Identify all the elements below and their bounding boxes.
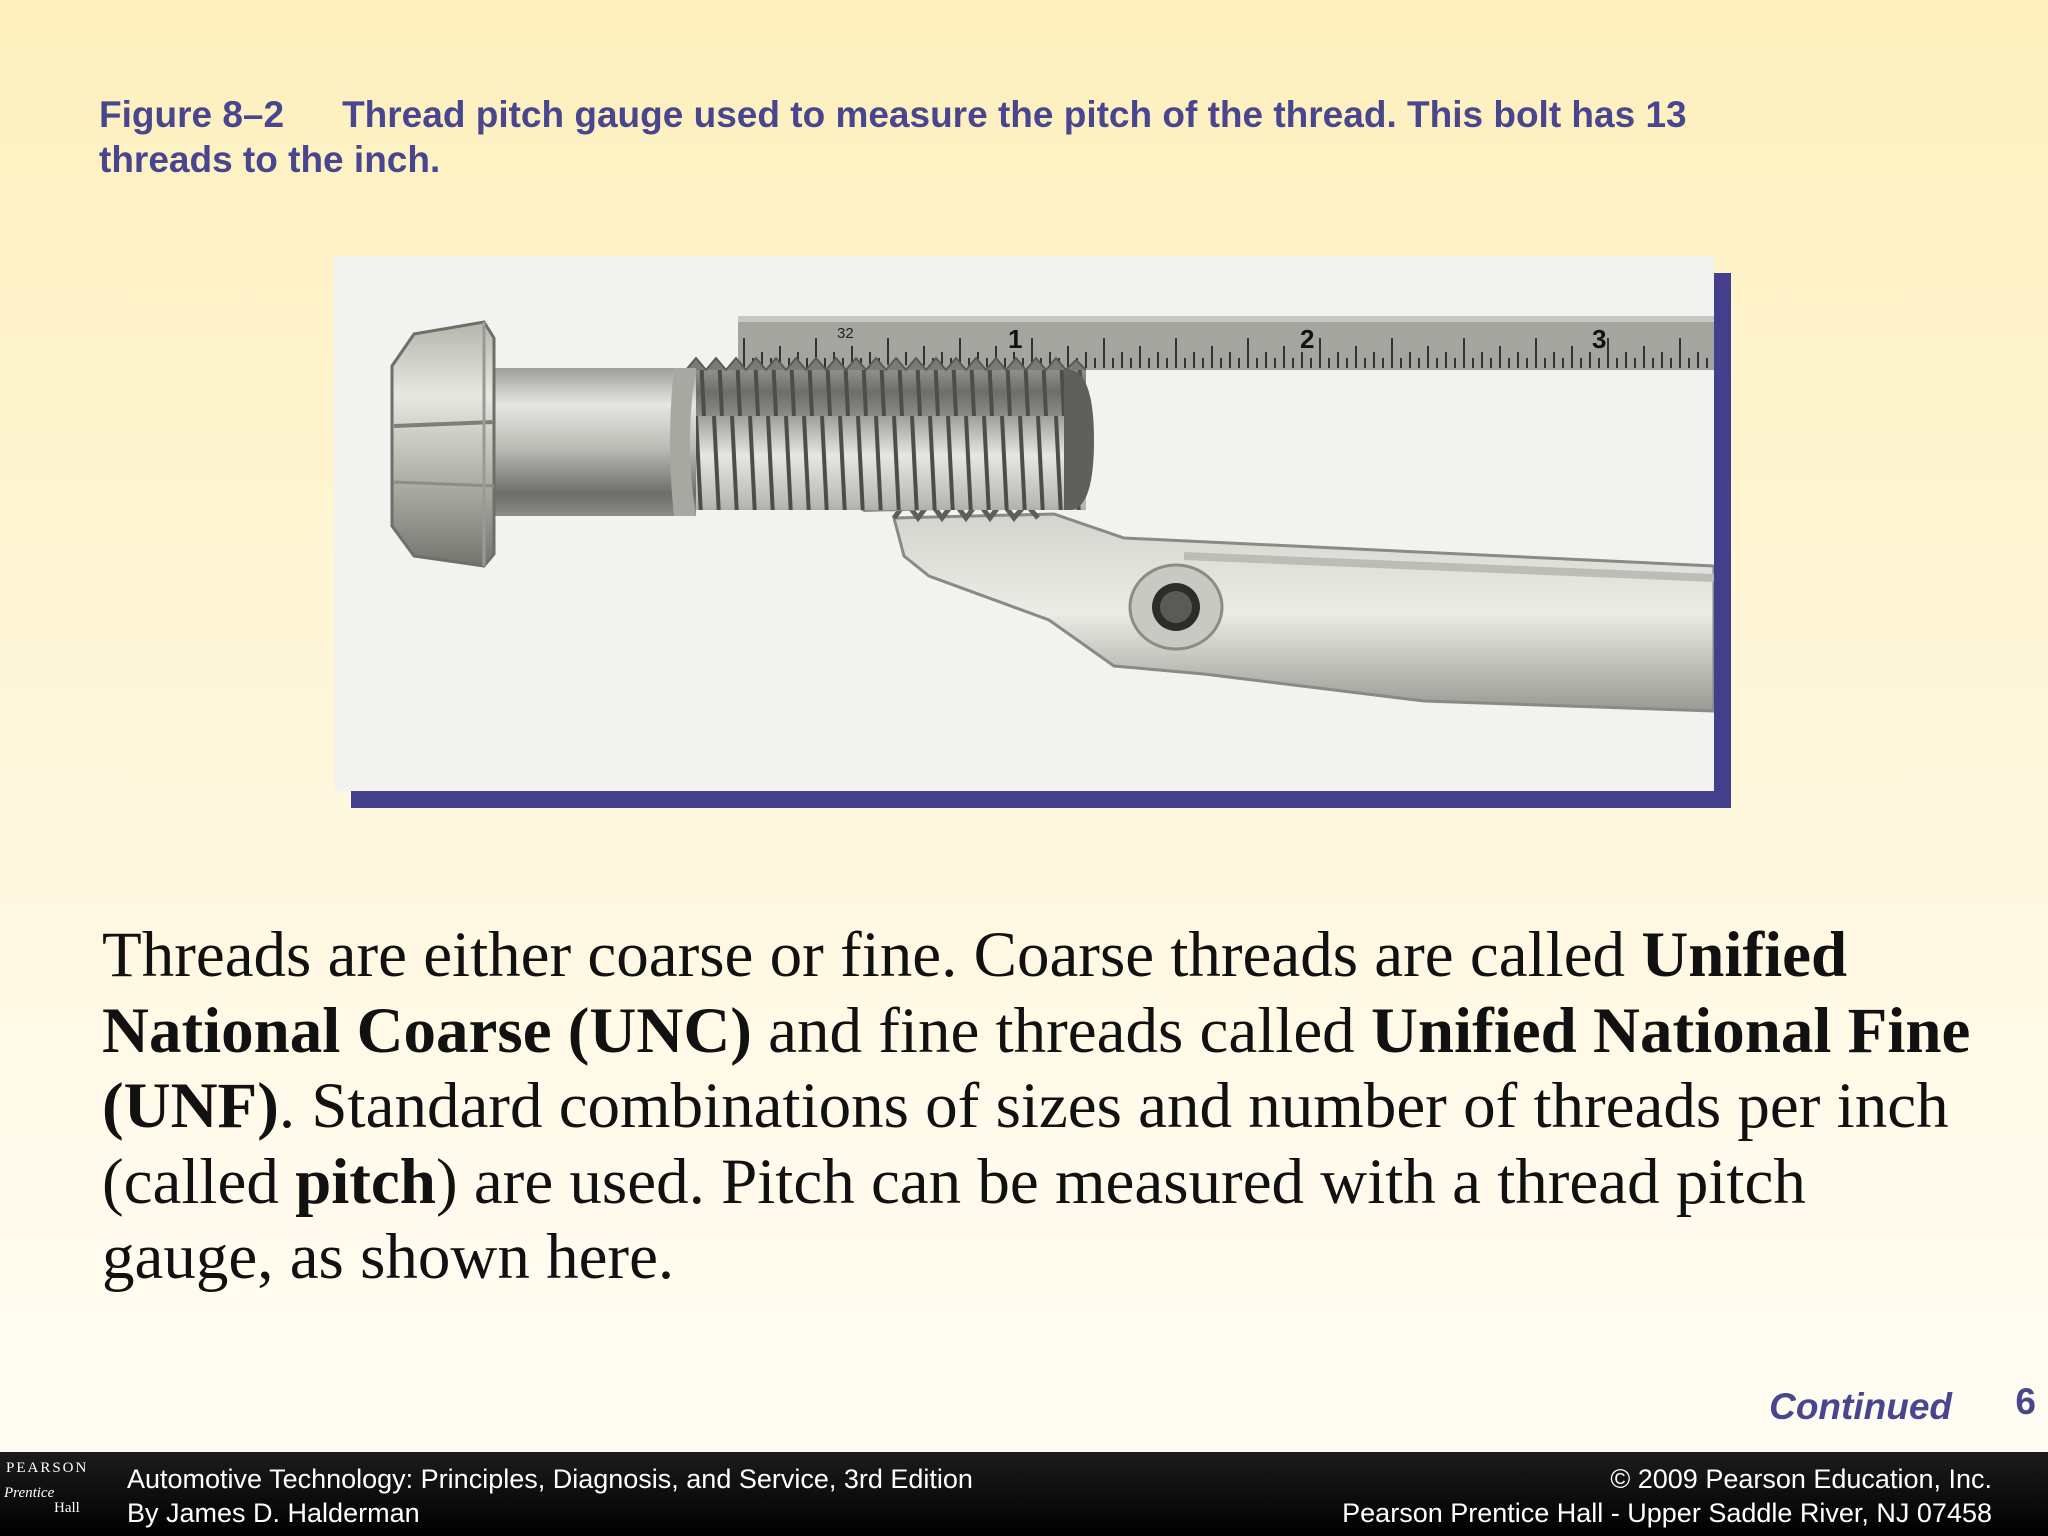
ruler-label-3: 3	[1592, 324, 1607, 354]
book-author: By James D. Halderman	[127, 1498, 420, 1528]
footer-book-info	[127, 1462, 973, 1530]
body-paragraph	[102, 918, 1982, 1296]
ruler-label-1: 1	[1008, 324, 1023, 354]
ruler-label-2: 2	[1300, 324, 1315, 354]
body-text-4: ) are used. Pitch can be measured with a thread pitch gauge, as shown here.	[102, 1145, 1806, 1293]
pearson-prentice-hall-logo	[4, 1460, 100, 1532]
term-unf: Unified National Fine (UNF)	[102, 994, 1971, 1142]
body-text-1: Threads are either coarse or fine. Coarse threads are called	[102, 919, 1642, 991]
publisher-text: Pearson Prentice Hall - Upper Saddle River, NJ 07458	[1342, 1498, 1992, 1528]
figure-caption	[99, 92, 1819, 182]
bolt-and-gauge-photo	[334, 256, 1714, 791]
figure-number: Figure 8–2	[99, 94, 285, 135]
term-unc: Unified National Coarse (UNC)	[102, 919, 1848, 1067]
footer-copyright	[1342, 1462, 1992, 1530]
continued-label: Continued	[1769, 1386, 1952, 1427]
book-title: Automotive Technology: Principles, Diagnosis, and Service, 3rd Edition	[127, 1464, 973, 1494]
body-text-3: . Standard combinations of sizes and number of threads per inch (called	[102, 1070, 1949, 1218]
logo-prentice: Prentice	[4, 1485, 55, 1501]
copyright-text: © 2009 Pearson Education, Inc.	[1610, 1464, 1992, 1494]
term-pitch: pitch	[295, 1145, 436, 1218]
logo-hall: Hall	[54, 1500, 80, 1516]
ruler-label-32: 32	[837, 325, 854, 342]
slide-number: 6	[2015, 1381, 2036, 1422]
figure-photo-frame	[334, 256, 1714, 791]
ruler	[738, 316, 1714, 370]
bolt-head	[392, 322, 494, 566]
figure-caption-text: Thread pitch gauge used to measure the pitch of the thread. This bolt has 13 threads to the inch.	[99, 94, 1687, 180]
logo-pearson: PEARSON	[6, 1460, 89, 1476]
bolt	[484, 358, 1094, 516]
footer-bar	[0, 1452, 2048, 1536]
body-text-2: and fine threads called	[751, 994, 1371, 1067]
